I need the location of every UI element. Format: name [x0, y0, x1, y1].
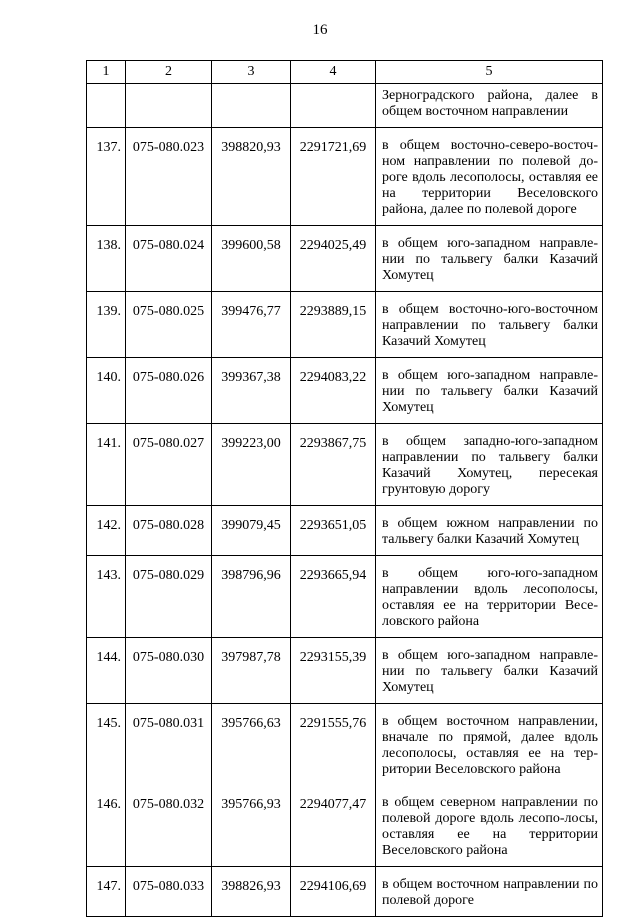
- direction-description: в общем восточно-северо-восточ-ном направлении по полевой до-роге вдоль лесополосы, оставляя ее на территории Веселовского района, далее по полевой дороге: [376, 128, 603, 226]
- point-code: 075-080.024: [126, 226, 212, 292]
- coordinate-x: 398820,93: [212, 128, 291, 226]
- coordinate-x: 399476,77: [212, 292, 291, 358]
- table-row: [87, 424, 603, 506]
- table-row: [87, 128, 603, 226]
- coordinate-y: 2291721,69: [291, 128, 376, 226]
- row-number: 143.: [87, 556, 126, 638]
- coordinate-x: 398796,96: [212, 556, 291, 638]
- coordinate-y: 2293889,15: [291, 292, 376, 358]
- point-code: 075-080.027: [126, 424, 212, 506]
- row-number: 147.: [87, 867, 126, 917]
- point-code: 075-080.032: [126, 785, 212, 867]
- coordinate-x: 398826,93: [212, 867, 291, 917]
- table-row: [87, 638, 603, 704]
- table-row: [87, 226, 603, 292]
- direction-description: в общем юго-западном направле-нии по тальвегу балки Казачий Хомутец: [376, 638, 603, 704]
- table-row: [87, 506, 603, 556]
- coordinate-y: 2291555,76: [291, 704, 376, 786]
- direction-description: в общем юго-западном направле-нии по тальвегу балки Казачий Хомутец: [376, 358, 603, 424]
- header-col-3: 3: [212, 61, 291, 84]
- header-col-4: 4: [291, 61, 376, 84]
- table-row: [87, 358, 603, 424]
- header-col-1: 1: [87, 61, 126, 84]
- point-code: 075-080.029: [126, 556, 212, 638]
- point-code: 075-080.026: [126, 358, 212, 424]
- row-number: 146.: [87, 785, 126, 867]
- row-number: 140.: [87, 358, 126, 424]
- continuation-row: [87, 84, 603, 128]
- coordinate-x: 397987,78: [212, 638, 291, 704]
- row-number: 144.: [87, 638, 126, 704]
- row-number: 138.: [87, 226, 126, 292]
- boundary-points-table: [86, 60, 603, 917]
- table-header-row: [87, 61, 603, 84]
- point-code: 075-080.028: [126, 506, 212, 556]
- direction-description: в общем восточном направлении по полевой дороге: [376, 867, 603, 917]
- coordinate-x: 399367,38: [212, 358, 291, 424]
- table-row: [87, 556, 603, 638]
- direction-description: в общем восточно-юго-восточном направлении по тальвегу балки Казачий Хомутец: [376, 292, 603, 358]
- coordinate-y: 2294083,22: [291, 358, 376, 424]
- direction-description: в общем южном направлении по тальвегу балки Казачий Хомутец: [376, 506, 603, 556]
- coordinate-y: 2293155,39: [291, 638, 376, 704]
- coordinate-y: 2293867,75: [291, 424, 376, 506]
- coordinate-y: 2294025,49: [291, 226, 376, 292]
- direction-description: в общем юго-западном направле-нии по тальвегу балки Казачий Хомутец: [376, 226, 603, 292]
- table-row: [87, 704, 603, 786]
- point-code: 075-080.033: [126, 867, 212, 917]
- coordinate-y: 2294077,47: [291, 785, 376, 867]
- direction-description: в общем западно-юго-западном направлении по тальвегу балки Казачий Хомутец, пересекая грунтовую дорогу: [376, 424, 603, 506]
- coordinate-y: 2293651,05: [291, 506, 376, 556]
- coordinate-x: 395766,63: [212, 704, 291, 786]
- row-number: 139.: [87, 292, 126, 358]
- table-row: [87, 867, 603, 917]
- row-number: 137.: [87, 128, 126, 226]
- row-number: 142.: [87, 506, 126, 556]
- page-number: 16: [312, 22, 328, 38]
- coordinate-x: 399079,45: [212, 506, 291, 556]
- coordinate-x: 399223,00: [212, 424, 291, 506]
- table-row: [87, 785, 603, 867]
- table-row: [87, 292, 603, 358]
- direction-description: в общем юго-юго-западном направлении вдоль лесополосы, оставляя ее на территории Весе-ловского района: [376, 556, 603, 638]
- point-code: 075-080.025: [126, 292, 212, 358]
- coordinate-x: 399600,58: [212, 226, 291, 292]
- header-col-2: 2: [126, 61, 212, 84]
- continuation-description: Зерноградского района, далее в общем восточном направлении: [376, 84, 603, 128]
- row-number: 145.: [87, 704, 126, 786]
- point-code: 075-080.030: [126, 638, 212, 704]
- coordinate-y: 2293665,94: [291, 556, 376, 638]
- direction-description: в общем восточном направлении, вначале по прямой, далее вдоль лесополосы, оставляя ее на тер-ритории Веселовского района: [376, 704, 603, 786]
- row-number: 141.: [87, 424, 126, 506]
- header-col-5: 5: [376, 61, 603, 84]
- direction-description: в общем северном направлении по полевой дороге вдоль лесопо-лосы, оставляя ее на территории Веселовского района: [376, 785, 603, 867]
- point-code: 075-080.023: [126, 128, 212, 226]
- coordinate-x: 395766,93: [212, 785, 291, 867]
- point-code: 075-080.031: [126, 704, 212, 786]
- coordinate-y: 2294106,69: [291, 867, 376, 917]
